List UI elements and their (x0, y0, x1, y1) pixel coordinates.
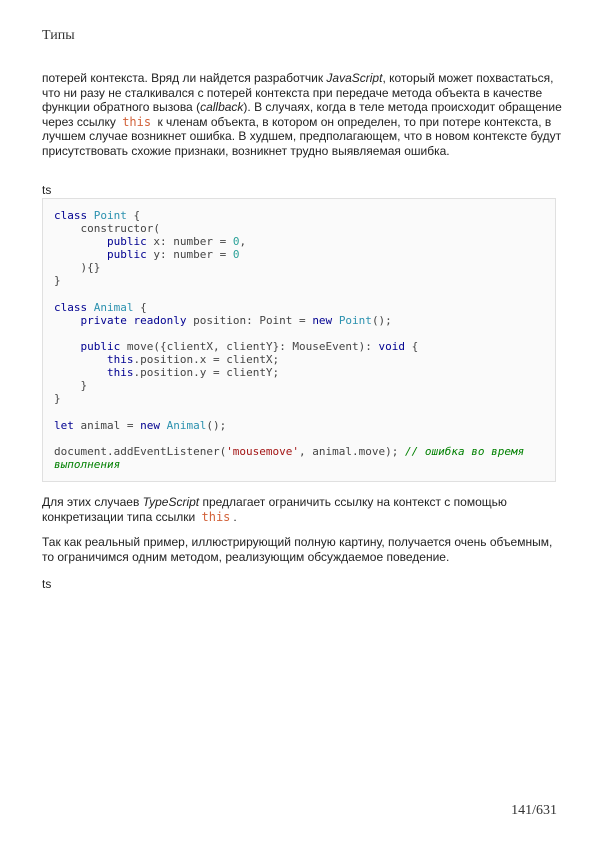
code-string: 'mousemove' (226, 444, 300, 458)
text: предлагает ограничить ссылку на контекст с помощью конкретизации типа ссылки (42, 495, 507, 524)
text: потерей контекста. Вряд ли найдется разработчик (42, 71, 327, 85)
code-keyword: this (106, 366, 134, 380)
paragraph-example-note: Так как реальный пример, иллюстрирующий полную картину, получается очень объемным, то ограничимся одним методом, реализующим обсуждаемое поведение. (42, 535, 553, 564)
code-keyword: new (312, 313, 333, 327)
text: к членам объекта, в котором он определен, то при потере контекста, в лучшем случае возникнет ошибка. В худшем, предполагающем, что в новом контексте будут присутствовать схожие признаки, возникнет трудно выявляемая ошибка. (42, 114, 562, 158)
code-text: constructor( (80, 222, 160, 236)
text: ). В случаях, когда в теле метода происходит обращение через ссылку (42, 100, 562, 129)
page-number: 141/631 (511, 803, 557, 818)
code-keyword: let (54, 418, 74, 432)
code-keyword: private (80, 313, 127, 327)
javascript-term: JavaScript (326, 71, 383, 85)
code-keyword: public (106, 235, 147, 249)
paragraph-typescript-this (42, 495, 562, 524)
code-language-label: ts (42, 577, 52, 591)
code-language-label: ts (42, 183, 52, 197)
code-class-name: Animal (93, 300, 134, 314)
code-keyword: readonly (133, 313, 187, 327)
code-keyword: class (54, 209, 88, 222)
text: . (233, 509, 237, 524)
code-keyword: public (106, 248, 147, 262)
text: Для этих случаев (42, 495, 143, 509)
code-block: class Point { constructor( public x: number = 0, public y: number = 0 ){} } class Animal { private readonly position: Point = new Point(); public move({clientX, clientY}: MouseEvent): void { this.position.x = clientX; this.position.y = clientY; } } let animal = new Animal(); document.addEventListener('mousemove', animal.move); // ошибка во время выполнения (42, 198, 556, 482)
code-comment: // ошибка во время выполнения (54, 444, 525, 471)
code-keyword: new (140, 418, 160, 432)
paragraph-context-loss (42, 71, 562, 158)
text: , который может похвастаться, что ни разу не сталкивался с потерей контекста при передаче метода объекта в качестве функции обратного вызова ( (42, 71, 554, 114)
code-number: 0 (232, 248, 240, 262)
code-keyword: void (378, 339, 406, 353)
code-keyword: public (80, 339, 121, 353)
code-class-name: Animal (166, 418, 207, 432)
code-keyword: class (54, 300, 88, 314)
code-class-name: Point (338, 313, 372, 327)
running-header: Типы (42, 28, 75, 43)
code-keyword: this (106, 353, 134, 367)
typescript-term: TypeScript (142, 495, 200, 509)
inline-code-this: this (201, 509, 231, 524)
callback-term: callback (200, 100, 244, 114)
inline-code-this: this (122, 114, 152, 129)
code-number: 0 (232, 235, 240, 249)
code-class-name: Point (93, 209, 127, 222)
